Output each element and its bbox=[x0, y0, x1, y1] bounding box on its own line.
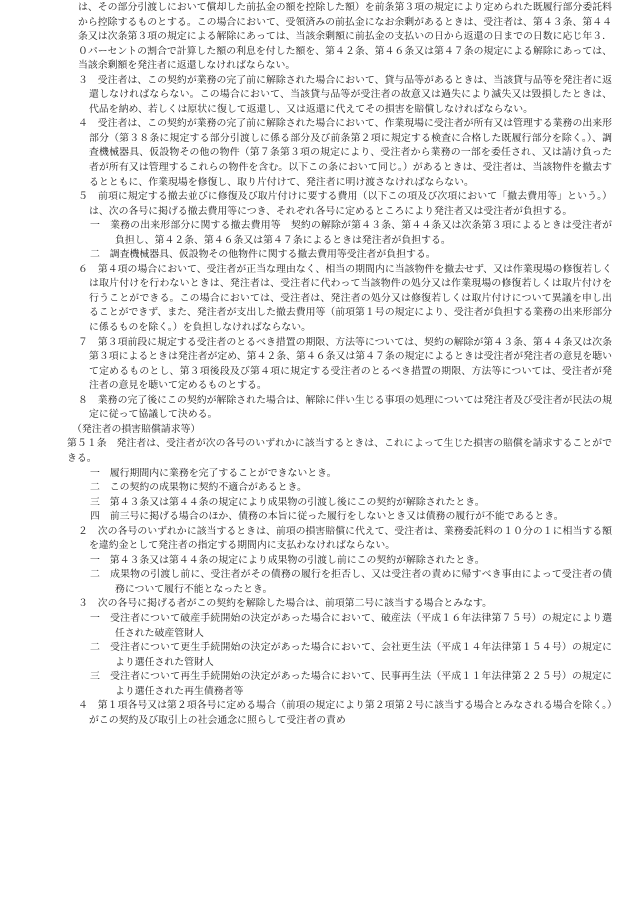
item-1-deliverable-removal-costs: 一 業務の出来形部分に関する撤去費用等 契約の解除が第４３条、第４４条又は次条第３項によるときは受注者が負担し、第４２条、第４６条又は第４７条によるときは発注者が負担する。 bbox=[90, 220, 612, 246]
article-51-item-2: 二 この契約の成果物に契約不適合があるとき。 bbox=[90, 482, 307, 494]
article-51-item-4: 四 前三号に掲げる場合のほか、債務の本旨に従った履行をしないとき又は債務の履行が不能であるとき。 bbox=[90, 511, 564, 523]
article-51-paragraph-3-deemed: ３ 次の各号に掲げる者がこの契約を解除した場合は、前項第二号に該当する場合とみなす。 bbox=[78, 598, 492, 610]
paragraph-5-removal-costs: ５ 前項に規定する撤去並びに修復及び取片付けに要する費用（以下この項及び次項において「撤去費用等」という。）は、次の各号に掲げる撤去費用等につき、それぞれ各号に定めるところにより発注者又は受注者が負担する。 bbox=[78, 191, 612, 217]
paragraph-8-post-completion-termination: ８ 業務の完了後にこの契約が解除された場合は、解除に伴い生じる事項の処理については発注者及び受注者が民法の規定に従って協議して決める。 bbox=[78, 394, 612, 421]
article-51-paragraph-3-item-1: 一 受注者について破産手続開始の決定があった場合において、破産法（平成１６年法律第７５号）の規定により選任された破産管財人 bbox=[90, 612, 612, 639]
paragraph-4-remove-site-property: ４ 受注者は、この契約が業務の完了前に解除された場合において、作業現場に受注者が所有又は管理する業務の出来形部分（第３８条に規定する部分引渡しに係る部分及び前条第２項に規定する検査に合格した既履行部分を除く。）、調査機械器具、仮設物その他の物件（第７条第３項の規定により、受注者から業務の一部を委任され、又は請け負った者が所有又は管理するこれらの物件を含む。以下この条において同じ。）があるときは、受注者は、当該物件を撤去するとともに、作業現場を修復し、取り片付けて、発注者に明け渡さなければならない。 bbox=[78, 118, 612, 188]
article-51-paragraph-2-penalty: ２ 次の各号のいずれかに該当するときは、前項の損害賠償に代えて、受注者は、業務委託料の１０分の１に相当する額を違約金として発注者の指定する期間内に支払わなければならない。 bbox=[78, 525, 612, 552]
paragraph-7-deadline-method: ７ 第３項前段に規定する受注者のとるべき措置の期限、方法等については、契約の解除が第４３条、第４４条又は次条第３項によるときは発注者が定め、第４２条、第４６条又は第４７条の規定によるときは受注者が発注者の意見を聴いて定めるものとし、第３項後段及び第４項に規定する受注者のとるべき措置の期限、方法等については、受注者が発注者の意見を聴いて定めるものとする。 bbox=[78, 336, 612, 392]
item-2-equipment-removal-costs: 二 調査機械器具、仮設物その他物件に関する撤去費用等受注者が負担する。 bbox=[90, 249, 436, 261]
article-51-paragraph-3-item-3: 三 受注者について再生手続開始の決定があった場合において、民事再生法（平成１１年法律第２２５号）の規定により選任された再生債務者等 bbox=[90, 671, 612, 697]
article-51-paragraph-3-item-2: 二 受注者について更生手続開始の決定があった場合において、会社更生法（平成１４年法律第１５４号）の規定により選任された管財人 bbox=[90, 642, 612, 668]
paragraph-6-substitute-disposal: ６ 第４項の場合において、受注者が正当な理由なく、相当の期間内に当該物件を撤去せず、又は作業現場の修復若しくは取片付けを行わないときは、発注者は、受注者に代わって当該物件の処分又は作業現場の修復若しくは取片付けを行うことができる。この場合においては、受注者は、発注者の処分又は修復若しくは取片付けについて異議を申し出ることができず、また、発注者が支出した撤去費用等（前項第１号の規定により、受注者が負担する業務の出来形部分に係るものを除く。）を負担しなければならない。 bbox=[78, 263, 612, 334]
article-51-caption: （発注者の損害賠償請求等） bbox=[72, 423, 201, 435]
article-51-paragraph-2-item-1: 一 第４３条又は第４４条の規定により成果物の引渡し前にこの契約が解除されたとき。 bbox=[90, 554, 485, 566]
article-51-item-3: 三 第４３条又は第４４条の規定により成果物の引渡し後にこの契約が解除されたとき。 bbox=[90, 496, 485, 508]
article-51-item-1: 一 履行期間内に業務を完了することができないとき。 bbox=[90, 467, 337, 479]
article-51-paragraph-4-exemption: ４ 第１項各号又は第２項各号に定める場合（前項の規定により第２項第２号に該当する場合とみなされる場合を除く。）がこの契約及び取引上の社会通念に照らして受注者の責め bbox=[78, 700, 612, 726]
article-51-main-clause: 第５１条 発注者は、受注者が次の各号のいずれかに該当するときは、これによって生じた損害の賠償を請求することができる。 bbox=[67, 438, 612, 464]
article-51-paragraph-2-item-2: 二 成果物の引渡し前に、受注者がその債務の履行を拒否し、又は受注者の責めに帰すべき事由によって受注者の債務について履行不能となったとき。 bbox=[90, 569, 612, 595]
paragraph-3-return-loaned-items: ３ 受注者は、この契約が業務の完了前に解除された場合において、貸与品等があるときは、当該貸与品等を発注者に返還しなければならない。この場合において、当該貸与品等が受注者の故意又は過失により滅失又は毀損したときは、代品を納め、若しくは原状に復して返還し、又は返還に代えてその損害を賠償しなければならない。 bbox=[78, 74, 612, 115]
paragraph-refund-continuation: は、その部分引渡しにおいて償却した前払金の額を控除した額）を前条第３項の規定により定められた既履行部分委託料から控除するものとする。この場合において、受領済みの前払金になお余剰があるときは、受注者は、第４３条、第４４条又は次条第３項の規定による解除にあっては、当該余剰額に前払金の支払いの日から返還の日までの日数に応じ年３．０パーセントの割合で計算した額の利息を付した額を、第４２条、第４６条又は第４７条の規定による解除にあっては、当該余剰額を発注者に返還しなければならない。 bbox=[78, 2, 612, 72]
